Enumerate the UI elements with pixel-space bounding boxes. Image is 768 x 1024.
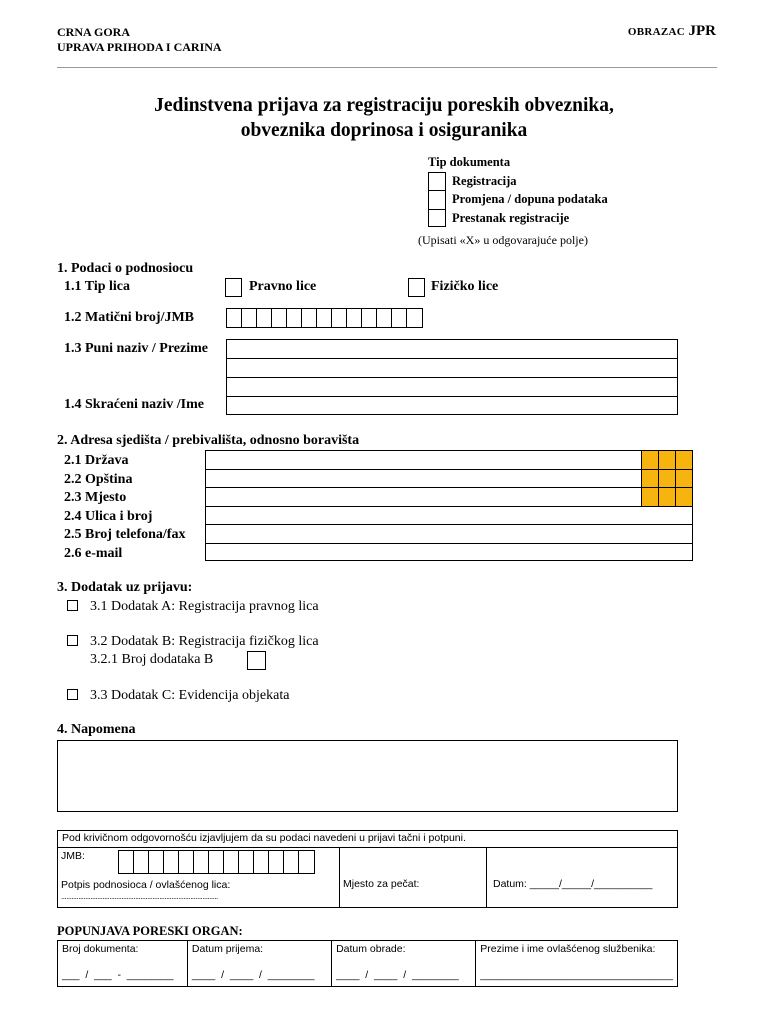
- addendum-c-checkbox[interactable]: [67, 689, 78, 700]
- fullname-label: 1.3 Puni naziv / Prezime: [64, 341, 208, 356]
- municipality-field[interactable]: [205, 469, 693, 488]
- natural-person-label: Fizičko lice: [431, 279, 499, 294]
- document-type-label: Tip dokumenta: [428, 155, 511, 169]
- doc-type-option-change[interactable]: [428, 190, 608, 209]
- addendum-c-option[interactable]: [67, 688, 289, 704]
- form-title: [0, 93, 768, 143]
- doc-type-option-termination[interactable]: [428, 209, 608, 228]
- legal-entity-checkbox[interactable]: [225, 278, 242, 297]
- date-cell: [487, 848, 678, 908]
- addendum-b-count-field[interactable]: [247, 651, 266, 670]
- addendum-a-checkbox[interactable]: [67, 600, 78, 611]
- officer-label: Prezime i ime ovlašćenog službenika:: [480, 943, 656, 955]
- declaration-table: [57, 830, 678, 908]
- jmb-signature-cell: [58, 848, 340, 908]
- form-title-line1: Jedinstvena prijava za registraciju poreskih obveznika,: [154, 95, 614, 116]
- addendum-a-option[interactable]: [67, 599, 319, 615]
- section2-heading: 2. Adresa sjedišta / prebivališta, odnosno boravišta: [57, 433, 360, 448]
- address-code-cells[interactable]: [641, 450, 693, 507]
- addendum-b-label: 3.2 Dodatak B: Registracija fizičkog lica: [90, 634, 319, 649]
- doc-type-option-label: Promjena / dopuna podataka: [452, 192, 608, 206]
- entity-type-label: 1.1 Tip lica: [64, 279, 131, 294]
- declaration-statement: Pod krivičnom odgovornošću izjavljujem da su podaci navedeni u prijavi tačni i potpuni.: [58, 831, 678, 848]
- section1-heading: 1. Podaci o podnosiocu: [57, 261, 194, 276]
- section4-heading: 4. Napomena: [57, 722, 136, 737]
- processed-date-label: Datum obrade:: [336, 943, 406, 955]
- stamp-cell: [340, 848, 487, 908]
- form-code: JPR: [688, 23, 716, 39]
- id-number-label: 1.2 Matični broj/JMB: [64, 310, 195, 325]
- doc-number-label: Broj dokumenta:: [62, 943, 139, 955]
- fullname-field-line1[interactable]: [226, 339, 678, 358]
- tax-office-heading: POPUNJAVA PORESKI ORGAN:: [57, 924, 243, 938]
- date-label: Datum:: [493, 878, 527, 890]
- municipality-label: 2.2 Opština: [64, 471, 133, 487]
- email-field[interactable]: [205, 543, 693, 562]
- section3-heading: 3. Dodatak uz prijavu:: [57, 580, 193, 595]
- doc-type-option-registration[interactable]: [428, 172, 608, 191]
- country-label: 2.1 Država: [64, 453, 129, 468]
- doc-number-field[interactable]: ___ / ___ - ________: [62, 969, 174, 981]
- addendum-b-option[interactable]: [67, 634, 319, 650]
- addendum-c-label: 3.3 Dodatak C: Evidencija objekata: [90, 688, 290, 703]
- issuer-block: [57, 25, 222, 55]
- street-field[interactable]: [205, 506, 693, 525]
- document-type-group: [428, 153, 608, 227]
- addendum-b-count-label: 3.2.1 Broj dodataka B: [90, 652, 214, 667]
- doc-number-cell: [58, 941, 188, 987]
- declaration-jmb-cells[interactable]: [118, 850, 315, 874]
- natural-person-checkbox[interactable]: [408, 278, 425, 297]
- processed-date-cell: [332, 941, 476, 987]
- addendum-a-label: 3.1 Dodatak A: Registracija pravnog lica: [90, 599, 319, 614]
- tax-office-table: [57, 940, 678, 987]
- phone-field[interactable]: [205, 524, 693, 543]
- phone-label: 2.5 Broj telefona/fax: [64, 527, 186, 542]
- form-prefix: OBRAZAC: [627, 26, 685, 38]
- signature-line[interactable]: ...........................................................................................: [61, 892, 218, 901]
- doc-type-instruction: (Upisati «X» u odgovarajuće polje): [418, 233, 588, 247]
- shortname-field[interactable]: [226, 396, 678, 415]
- place-field[interactable]: [205, 487, 693, 506]
- officer-cell: [476, 941, 678, 987]
- doc-type-checkbox-registration[interactable]: [428, 172, 446, 191]
- id-number-cells[interactable]: [226, 308, 423, 328]
- processed-date-field[interactable]: ____ / ____ / ________: [336, 969, 459, 981]
- stamp-label: Mjesto za pečat:: [343, 878, 420, 890]
- officer-field[interactable]: _________________________________: [480, 969, 673, 981]
- jmb-label: JMB:: [61, 850, 85, 862]
- form-code-block: [628, 23, 716, 40]
- country-field[interactable]: [205, 450, 693, 469]
- legal-entity-label: Pravno lice: [249, 279, 317, 294]
- doc-type-option-label: Prestanak registracije: [452, 210, 570, 225]
- doc-type-checkbox-change[interactable]: [428, 190, 446, 209]
- fullname-field-line2[interactable]: [226, 358, 678, 377]
- addendum-b-checkbox[interactable]: [67, 635, 78, 646]
- email-label: 2.6 e-mail: [64, 545, 123, 561]
- doc-type-option-label: Registracija: [452, 173, 517, 188]
- note-field[interactable]: [57, 740, 678, 812]
- received-date-cell: [187, 941, 331, 987]
- signature-label: Potpis podnosioca / ovlašćenog lica:: [61, 879, 231, 891]
- received-date-field[interactable]: ____ / ____ / ________: [191, 969, 315, 981]
- date-field[interactable]: _____/_____/__________: [529, 878, 653, 890]
- place-label: 2.3 Mjesto: [64, 490, 127, 505]
- doc-type-checkbox-termination[interactable]: [428, 209, 446, 228]
- address-labels: [64, 452, 185, 563]
- received-date-label: Datum prijema:: [191, 943, 264, 955]
- shortname-label: 1.4 Skraćeni naziv /Ime: [64, 397, 204, 412]
- fullname-field-line3[interactable]: [226, 377, 678, 396]
- street-label: 2.4 Ulica i broj: [64, 508, 153, 524]
- header-divider: [57, 67, 717, 68]
- form-title-line2: obveznika doprinosa i osiguranika: [240, 120, 528, 141]
- issuer-authority: UPRAVA PRIHODA I CARINA: [57, 40, 222, 54]
- issuer-country: CRNA GORA: [57, 25, 131, 39]
